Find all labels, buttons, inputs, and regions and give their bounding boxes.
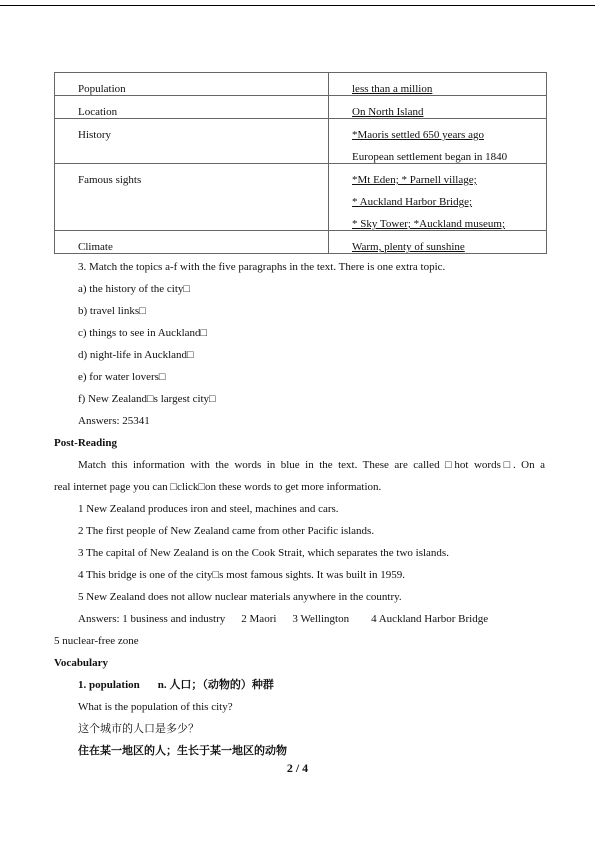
list-item: 2 The first people of New Zealand came from other Pacific islands. — [78, 525, 375, 537]
post-reading-heading: Post-Reading — [54, 437, 117, 449]
table-row — [55, 73, 547, 96]
task3-answers: Answers: 25341 — [78, 415, 150, 427]
header-rule — [0, 5, 595, 6]
table-label: Famous sights — [78, 174, 142, 186]
table-value: less than a million — [352, 83, 433, 95]
vocab-entry — [54, 674, 545, 696]
list-item: e) for water lovers□ — [78, 371, 166, 383]
table-value: * Sky Tower; *Auckland museum; — [352, 218, 506, 230]
table-label: History — [78, 129, 111, 141]
post-reading-section — [54, 432, 545, 652]
list-item: d) night-life in Auckland□ — [78, 349, 194, 361]
vocabulary-heading: Vocabulary — [54, 657, 108, 669]
table-row — [55, 96, 547, 119]
table-value: Warm, plenty of sunshine — [352, 241, 465, 253]
vocab-word: 1. population — [78, 679, 140, 691]
post-reading-instruction: Match this information with the words in blue in the text. These are called □hot words□. On a — [78, 459, 545, 471]
list-item: 1 New Zealand produces iron and steel, machines and cars. — [78, 503, 339, 515]
vocab-definition: n. 人口；（动物的）种群 — [157, 679, 274, 691]
task3-section — [54, 256, 545, 432]
list-item: f) New Zealand□s largest city□ — [78, 393, 216, 405]
vocabulary-section — [54, 652, 545, 762]
city-info-table — [54, 72, 547, 254]
table-label: Location — [78, 106, 118, 118]
vocab-definition-zh: 住在某一地区的人；生长于某一地区的动物 — [78, 745, 287, 757]
answer-part: 2 Maori — [241, 613, 277, 625]
list-item: 4 This bridge is one of the city□s most famous sights. It was built in 1959. — [78, 569, 405, 581]
list-item: c) things to see in Auckland□ — [78, 327, 208, 339]
list-item: b) travel links□ — [78, 305, 146, 317]
table-value: * Auckland Harbor Bridge; — [352, 196, 473, 208]
table-label: Climate — [78, 241, 113, 253]
vocab-example-en: What is the population of this city? — [78, 701, 233, 713]
post-reading-answers — [54, 608, 545, 630]
task3-instruction: 3. Match the topics a-f with the five paragraphs in the text. There is one extra topic. — [78, 261, 446, 273]
post-reading-answers-cont: 5 nuclear-free zone — [54, 635, 139, 647]
table-value: On North Island — [352, 106, 424, 118]
answer-part: 4 Auckland Harbor Bridge — [371, 613, 489, 625]
list-item: 5 New Zealand does not allow nuclear materials anywhere in the country. — [78, 591, 402, 603]
table-row — [55, 119, 547, 164]
table-row — [55, 164, 547, 231]
list-item: 3 The capital of New Zealand is on the Cook Strait, which separates the two islands. — [78, 547, 449, 559]
table-label: Population — [78, 83, 126, 95]
table-value: *Mt Eden; * Parnell village; — [352, 174, 477, 186]
post-reading-instruction-cont: real internet page you can □click□on these words to get more information. — [54, 481, 382, 493]
vocab-example-zh: 这个城市的人口是多少？ — [78, 723, 199, 735]
table-value: European settlement began in 1840 — [352, 151, 508, 163]
answer-part: Answers: 1 business and industry — [78, 613, 226, 625]
table-value: *Maoris settled 650 years ago — [352, 129, 484, 141]
page-number: 2 / 4 — [286, 761, 309, 775]
answer-part: 3 Wellington — [292, 613, 350, 625]
list-item: a) the history of the city□ — [78, 283, 191, 295]
